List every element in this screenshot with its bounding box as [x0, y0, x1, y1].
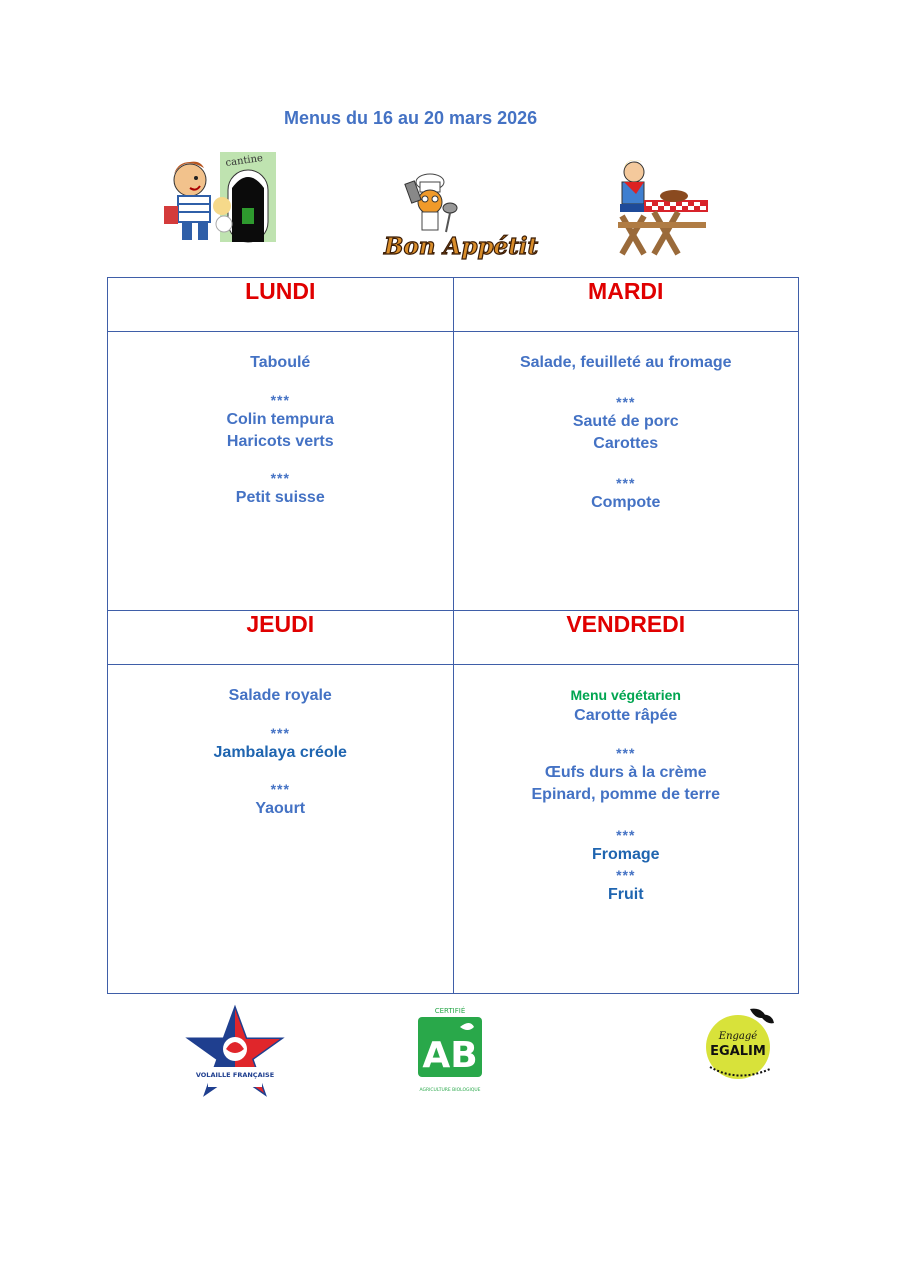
separator: ***: [270, 392, 290, 408]
side-dish: Haricots verts: [226, 433, 334, 450]
menu-cell-vendredi: [453, 665, 799, 994]
main-dish: Œufs durs à la crème: [544, 764, 707, 781]
day-header-lundi: [108, 278, 454, 332]
volaille-text: VOLAILLE FRANÇAISE: [195, 1071, 275, 1079]
bon-appetit-chef-illustration: [380, 168, 539, 260]
dessert: Compote: [591, 494, 661, 511]
vegetarian-tag: Menu végétarien: [570, 687, 681, 703]
volaille-francaise-logo: [186, 1005, 284, 1099]
weekly-menu-table: [107, 277, 799, 994]
dessert: Petit suisse: [235, 489, 325, 506]
ab-text: AB: [422, 1035, 478, 1076]
day-header-mardi: [453, 278, 799, 332]
day-header-vendredi: [453, 611, 799, 665]
starter: Carotte râpée: [574, 707, 678, 724]
ab-bio-logo: [416, 1005, 484, 1097]
dessert: Fruit: [607, 886, 644, 903]
separator: ***: [270, 781, 290, 797]
starter: Salade royale: [228, 687, 332, 704]
side-dish: Epinard, pomme de terre: [531, 786, 720, 803]
menu-cell-lundi: [108, 332, 454, 611]
page-title: Menus du 16 au 20 mars 2026: [284, 108, 538, 128]
menu-cell-jeudi: [108, 665, 454, 994]
cantine-sign-text: cantine: [224, 152, 264, 169]
dessert: Yaourt: [255, 800, 306, 817]
main-dish: Colin tempura: [226, 411, 335, 428]
separator: ***: [616, 827, 636, 843]
separator: ***: [616, 475, 636, 491]
separator: ***: [616, 394, 636, 410]
picnic-boy-illustration: [614, 154, 710, 260]
day-header-jeudi: [108, 611, 454, 665]
ab-bottom-text: AGRICULTURE BIOLOGIQUE: [419, 1088, 481, 1093]
main-dish: Sauté de porc: [572, 413, 679, 430]
starter: Salade, feuilleté au fromage: [519, 354, 732, 371]
cantine-kid-illustration: [160, 150, 278, 246]
egalim-text: EGALIM: [710, 1044, 766, 1059]
egalim-top-text: Engagé: [718, 1031, 758, 1042]
separator: ***: [270, 725, 290, 741]
menu-cell-mardi: [453, 332, 799, 611]
ab-top-text: CERTIFIÉ: [434, 1007, 466, 1015]
main-dish: Jambalaya créole: [213, 744, 347, 761]
day-name: VENDREDI: [566, 611, 686, 637]
bon-appetit-text: Bon Appétit: [384, 233, 539, 260]
day-name: LUNDI: [245, 278, 316, 304]
starter: Taboulé: [250, 354, 311, 371]
separator: ***: [616, 867, 636, 883]
cheese: Fromage: [591, 846, 660, 863]
side-dish: Carottes: [593, 435, 659, 452]
egalim-logo: [700, 1005, 780, 1085]
separator: ***: [616, 745, 636, 761]
day-name: MARDI: [588, 278, 664, 304]
separator: ***: [270, 470, 290, 486]
day-name: JEUDI: [246, 611, 315, 637]
